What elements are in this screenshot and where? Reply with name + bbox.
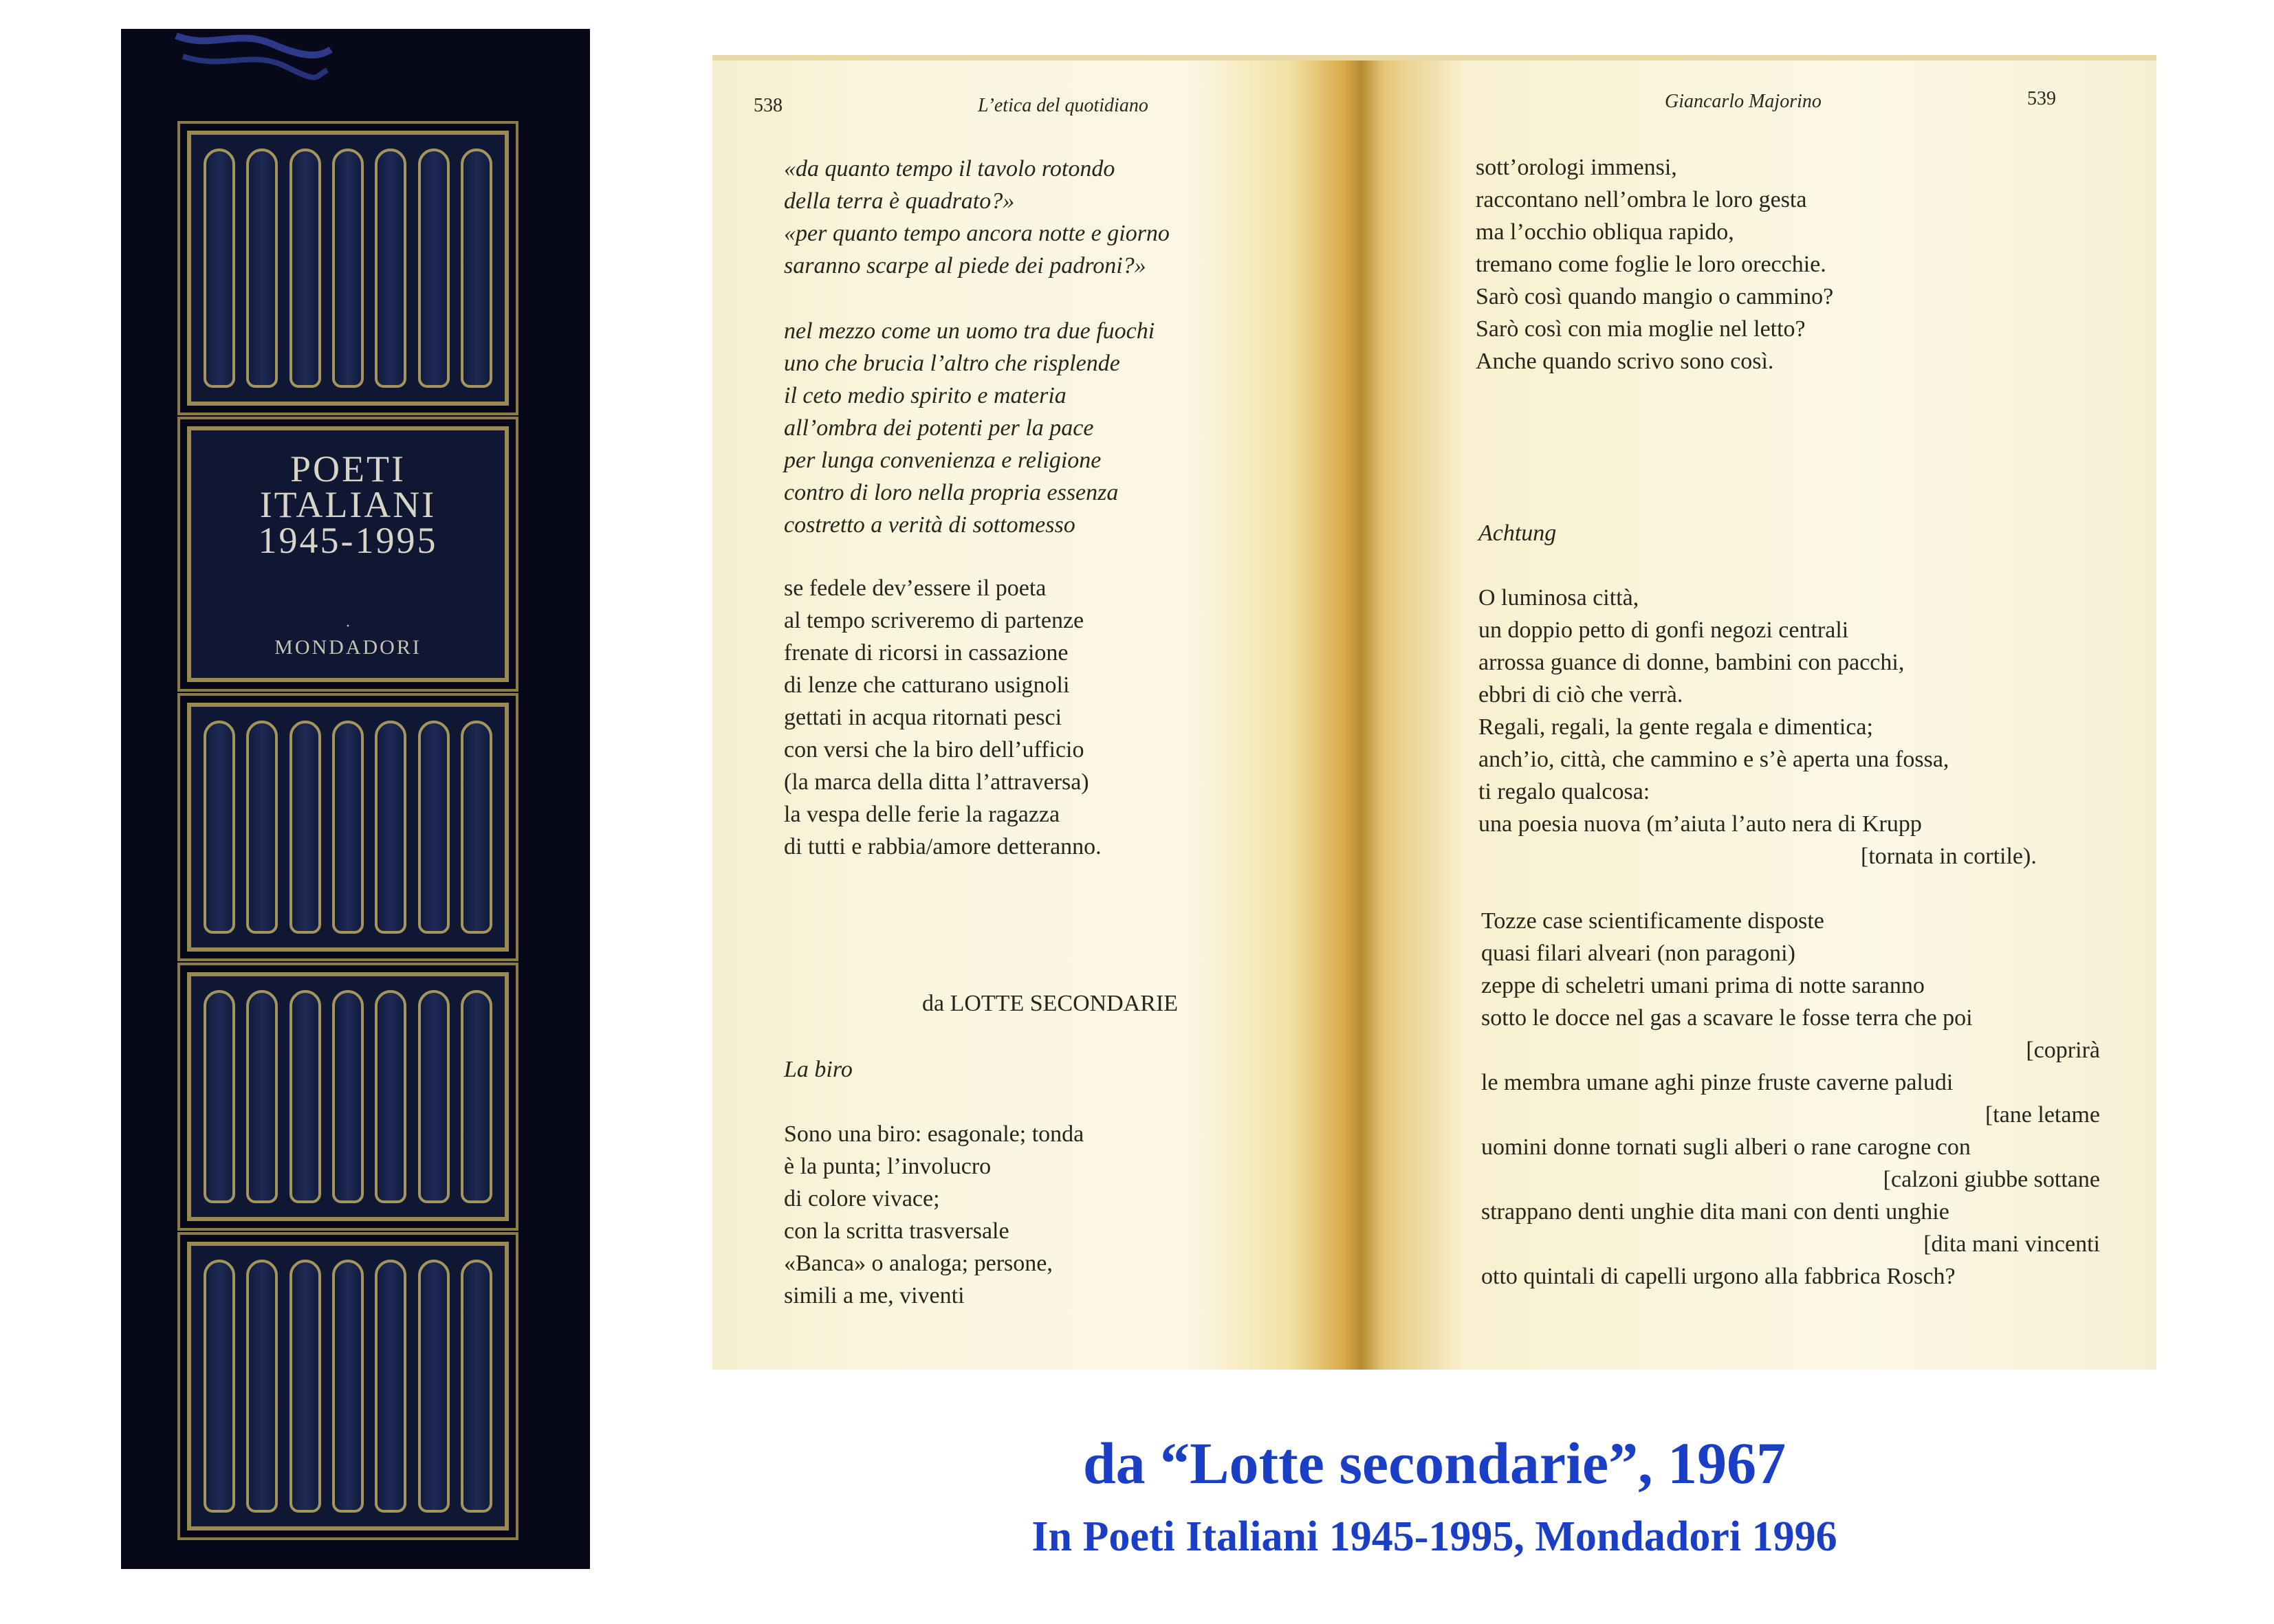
verse-line: ma l’occhio obliqua rapido,: [1476, 219, 1734, 245]
spine-title-line-2: ITALIANI: [259, 484, 437, 525]
verse-line: quasi filari alveari (non paragoni): [1481, 941, 1795, 966]
verse-line: Regali, regali, la gente regala e dimentica;: [1478, 714, 1873, 740]
verse-line-continuation: [coprirà: [2026, 1038, 2100, 1063]
verse-line: saranno scarpe al piede dei padroni?»: [784, 253, 1146, 278]
poem-title-la-biro: La biro: [784, 1057, 853, 1082]
left-page-number: 538: [754, 95, 783, 116]
verse-line: ti regalo qualcosa:: [1478, 779, 1650, 804]
verse-line: una poesia nuova (m’aiuta l’auto nera di Krupp: [1478, 811, 1922, 837]
verse-line: Anche quando scrivo sono così.: [1476, 349, 1774, 374]
verse-line: «da quanto tempo il tavolo rotondo: [784, 156, 1115, 182]
left-page-stanza-1: [784, 153, 1170, 282]
spine-ornament-dot: ·: [345, 617, 351, 635]
verse-line: la vespa delle ferie la ragazza: [784, 802, 1060, 827]
verse-line: raccontano nell’ombra le loro gesta: [1476, 187, 1807, 212]
verse-line-continuation: [calzoni giubbe sottane: [1883, 1167, 2100, 1192]
verse-line-continuation: [dita mani vincenti: [1923, 1231, 2100, 1257]
open-book-photo: [712, 55, 2156, 1370]
verse-line: O luminosa città,: [1478, 585, 1639, 611]
left-page-stanza-2: [784, 315, 1155, 541]
left-page-stanza-4: [784, 1118, 1084, 1312]
verse-line: «Banca» o analoga; persone,: [784, 1251, 1053, 1276]
section-heading: da LOTTE SECONDARIE: [922, 991, 1179, 1016]
caption-title: da “Lotte secondarie”, 1967: [1082, 1430, 1786, 1496]
right-page-stanza-2: [1478, 582, 1949, 840]
verse-line: ebbri di ciò che verrà.: [1478, 682, 1683, 707]
right-running-head: Giancarlo Majorino: [1665, 91, 1822, 112]
book-top-edge: [712, 55, 2156, 61]
verse-line: Sarò così quando mangio o cammino?: [1476, 284, 1834, 309]
verse-line: della terra è quadrato?»: [784, 188, 1015, 214]
verse-line: «per quanto tempo ancora notte e giorno: [784, 221, 1170, 246]
poem-title-achtung: Achtung: [1478, 520, 1557, 546]
left-page-stanza-3: [784, 572, 1102, 863]
verse-line: un doppio petto di gonfi negozi centrali: [1478, 617, 1849, 643]
verse-line: con la scritta trasversale: [784, 1218, 1009, 1244]
verse-line: otto quintali di capelli urgono alla fabbrica Rosch?: [1481, 1264, 1956, 1289]
left-running-head: L’etica del quotidiano: [978, 95, 1148, 116]
spine-rib-panel-3: [187, 972, 509, 1221]
verse-line: sott’orologi immensi,: [1476, 155, 1677, 180]
verse-line: uomini donne tornati sugli alberi o rane carogne con: [1481, 1134, 1971, 1160]
verse-line-continuation: [tane letame: [1985, 1102, 2100, 1128]
verse-line: Sono una biro: esagonale; tonda: [784, 1121, 1084, 1147]
verse-line: se fedele dev’essere il poeta: [784, 575, 1047, 601]
right-page-stanza-3: [1481, 905, 2100, 1293]
verse-line: nel mezzo come un uomo tra due fuochi: [784, 318, 1155, 344]
spine-title-line-3: 1945-1995: [258, 520, 438, 561]
verse-line: Tozze case scientificamente disposte: [1481, 908, 1824, 934]
book-spine-photo: [121, 29, 590, 1569]
verse-line: con versi che la biro dell’ufficio: [784, 737, 1084, 762]
verse-line: gettati in acqua ritornati pesci: [784, 705, 1062, 730]
verse-line: il ceto medio spirito e materia: [784, 383, 1067, 408]
verse-line: al tempo scriveremo di partenze: [784, 608, 1084, 633]
spine-publisher: MONDADORI: [274, 636, 422, 659]
ribbon-bookmark: [169, 29, 334, 118]
verse-line: le membra umane aghi pinze fruste caverne paludi: [1481, 1070, 1954, 1095]
spine-title-line-1: POETI: [290, 448, 406, 490]
spine-rib-panel-2: [187, 703, 509, 952]
verse-line: frenate di ricorsi in cassazione: [784, 640, 1069, 666]
verse-line: di colore vivace;: [784, 1186, 940, 1211]
verse-line: simili a me, viventi: [784, 1283, 965, 1308]
verse-line: di tutti e rabbia/amore detteranno.: [784, 834, 1102, 859]
verse-line: tremano come foglie le loro orecchie.: [1476, 252, 1826, 277]
verse-line: uno che brucia l’altro che risplende: [784, 351, 1120, 376]
spine-rib-panel-4: [187, 1242, 509, 1530]
verse-line: all’ombra dei potenti per la pace: [784, 415, 1094, 441]
verse-line: anch’io, città, che cammino e s’è aperta una fossa,: [1478, 747, 1949, 772]
verse-line: è la punta; l’involucro: [784, 1154, 992, 1179]
spine-rib-panel-1: [187, 131, 509, 406]
verse-line: contro di loro nella propria essenza: [784, 480, 1119, 505]
verse-line: per lunga convenienza e religione: [784, 448, 1102, 473]
verse-line: strappano denti unghie dita mani con denti unghie: [1481, 1199, 1949, 1225]
verse-line: (la marca della ditta l’attraversa): [784, 769, 1089, 795]
caption-source: In Poeti Italiani 1945-1995, Mondadori 1996: [1031, 1513, 1837, 1560]
verse-line: di lenze che catturano usignoli: [784, 672, 1070, 698]
right-page-number: 539: [2027, 88, 2056, 109]
verse-line: arrossa guance di donne, bambini con pacchi,: [1478, 650, 1905, 675]
verse-line: costretto a verità di sottomesso: [784, 512, 1075, 538]
verse-line: Sarò così con mia moglie nel letto?: [1476, 316, 1806, 342]
verse-line: sotto le docce nel gas a scavare le fosse terra che poi: [1481, 1005, 1973, 1031]
right-page-stanza-1: [1476, 151, 1833, 377]
spine-title-panel: [187, 426, 509, 682]
verse-line: zeppe di scheletri umani prima di notte saranno: [1481, 973, 1925, 998]
verse-line-continuation: [tornata in cortile).: [1861, 844, 2037, 869]
